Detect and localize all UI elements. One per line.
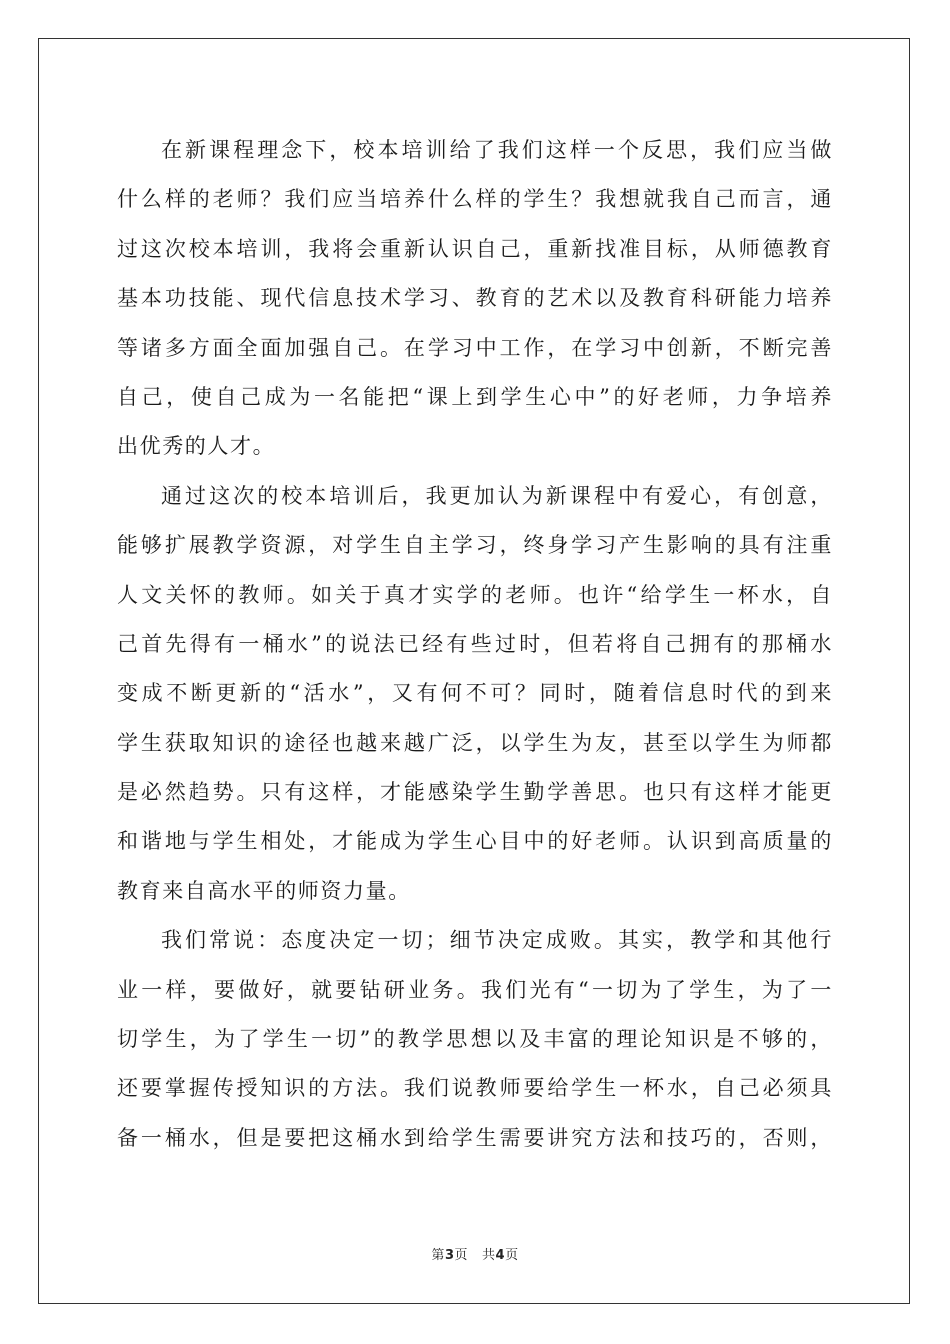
text-line: 备一桶水，但是要把这桶水到给学生需要讲究方法和技巧的，否则， [117,1125,833,1150]
text-line: 基本功技能、现代信息技术学习、教育的艺术以及教育科研能力培养 [117,286,833,311]
page-prefix: 第 [431,1248,445,1263]
text-line: 教育来自高水平的师资力量。 [117,878,411,903]
text-line: 通过这次的校本培训后，我更加认为新课程中有爱心，有创意， [161,483,833,508]
text-line: 在新课程理念下，校本培训给了我们这样一个反思，我们应当做 [161,138,833,162]
text-line: 什么样的老师？我们应当培养什么样的学生？我想就我自己而言，通 [117,187,833,212]
text-line: 是必然趋势。只有这样，才能感染学生勤学善思。也只有这样才能更 [117,780,833,805]
text-line: 还要掌握传授知识的方法。我们说教师要给学生一杯水，自己必须具 [117,1076,833,1101]
text-line: 我们常说：态度决定一切；细节决定成败。其实，教学和其他行 [161,928,833,953]
text-line: 和谐地与学生相处，才能成为学生心目中的好老师。认识到高质量的 [117,829,833,854]
text-line: 等诸多方面全面加强自己。在学习中工作，在学习中创新，不断完善 [117,335,833,360]
total-pages: 4 [495,1248,506,1263]
total-prefix: 共 [482,1248,496,1263]
page-number: 3 [444,1248,455,1263]
document-body [117,126,833,1163]
total-suffix: 页 [505,1248,519,1263]
page-footer [0,1244,950,1263]
text-line: 业一样，要做好，就要钻研业务。我们光有“一切为了学生，为了一 [117,977,833,1002]
page-suffix: 页 [454,1248,468,1263]
text-line: 人文关怀的教师。如关于真才实学的老师。也许“给学生一杯水，自 [117,582,833,607]
text-line: 自己，使自己成为一名能把“课上到学生心中”的好老师，力争培养 [117,384,833,409]
text-line: 己首先得有一桶水”的说法已经有些过时，但若将自己拥有的那桶水 [117,631,833,656]
page-indicator [431,1248,468,1263]
total-pages-indicator [482,1248,519,1263]
text-line: 变成不断更新的“活水”，又有何不可？同时，随着信息时代的到来 [117,681,833,706]
text-line: 学生获取知识的途径也越来越广泛，以学生为友，甚至以学生为师都 [117,730,833,755]
text-line: 出优秀的人才。 [117,434,276,459]
text-line: 能够扩展教学资源，对学生自主学习，终身学习产生影响的具有注重 [117,533,833,558]
text-line: 切学生，为了学生一切”的教学思想以及丰富的理论知识是不够的， [117,1027,833,1052]
text-line: 过这次校本培训，我将会重新认识自己，重新找准目标，从师德教育 [117,236,833,261]
